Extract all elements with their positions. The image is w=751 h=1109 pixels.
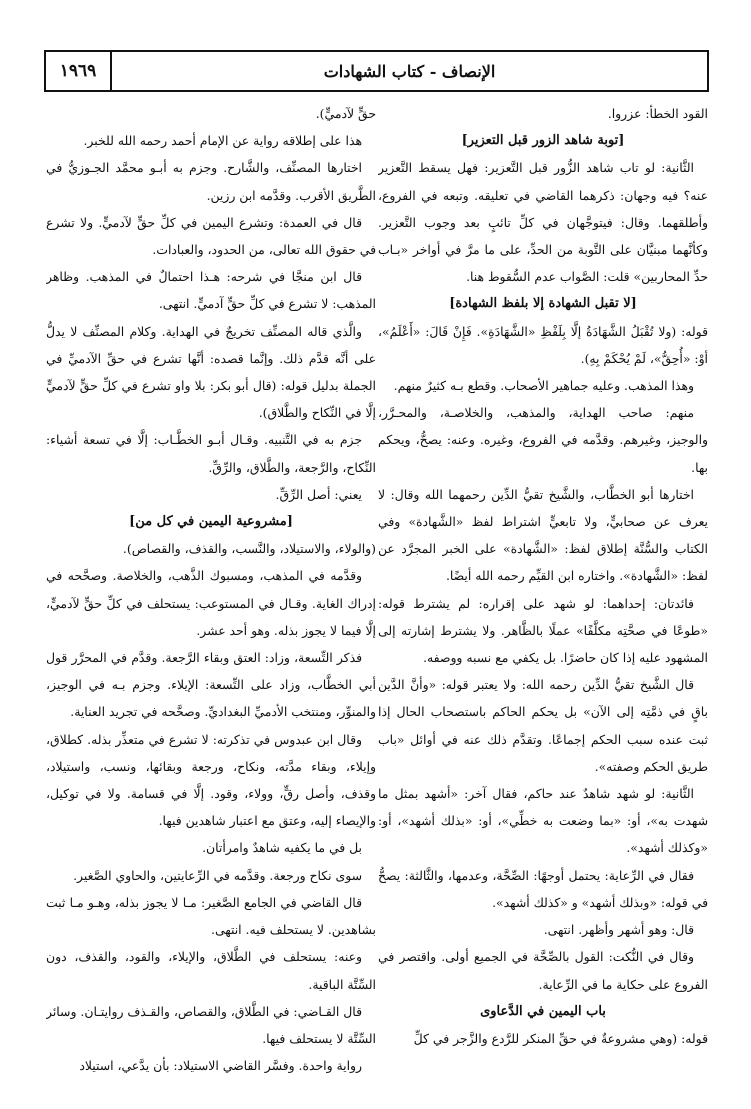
section-heading: باب اليمين في الدَّعاوى xyxy=(480,1003,606,1019)
section-heading: [مشروعية اليمين في كل من] xyxy=(129,514,293,530)
running-title: الإنصاف - كتاب الشهادات xyxy=(323,61,496,81)
paragraph: وقال ابن عبدوس في تذكرته: لا تشرع في متعذِّر بذله. كطلاق، وإيلاء، وبقاء مدَّته، ونكاح، ورجعة وبقائها، ونسب، واستيلاد، وقذف، وأصل رقٍّ، وولاء، وقود. إلَّا في قسامة. ولا في توكيل، والإيصاء إليه، وعتق مع اعتبار شاهدين فيها. xyxy=(46,731,376,829)
paragraph: وقال في النُّكت: القول بالصِّحَّة في الجميع أولى. واقتصر في الفروع على حكاية ما في الرِّعاية. xyxy=(378,949,708,992)
paragraph: حقٍّ لآدميٍّ). xyxy=(315,106,376,121)
paragraph: اختارها أبو الخطَّاب، والشَّيخ تقيُّ الدِّين رحمهما الله وقال: لا يعرف عن صحابيٍّ، ولا تابعيٍّ اشتراط لفظ «الشَّهادة» وفي الكتاب والسُّنَّة إطلاق لفظ: «الشَّهادة» على الخبر المجرَّد عن لفظ: «الشَّهادة». واختاره ابن القيِّم رحمه الله أيضًا. xyxy=(378,486,708,584)
paragraph: رواية واحدة. وفسَّر القاضي الاستيلاد: بأن يدَّعي، استيلاد xyxy=(79,1058,362,1074)
paragraph: بل في ما يكفيه شاهدٌ وامرأتان. xyxy=(202,840,362,856)
page-header xyxy=(44,50,709,92)
left-column xyxy=(46,100,376,1100)
paragraph: الثَّانية: لو شهد شاهدٌ عند حاكم، فقال آخر: «أشهد بمثل ما شهدت به»، أو: «بما وضعت به خطِّي»، أو: «بذلك أشهد»، أو: «وكذلك أشهد». xyxy=(378,786,708,856)
paragraph: قوله: (وهي مشروعةٌ في حقِّ المنكر للرَّدع والزَّجر في كلِّ xyxy=(413,1030,708,1046)
paragraph: قال: وهو أشهر وأظهر. انتهى. xyxy=(543,922,694,938)
paragraph: وهذا المذهب. وعليه جماهير الأصحاب. وقطع بـه كثيرٌ منهم. xyxy=(393,378,694,394)
paragraph: وقدَّمه في المذهب، ومسبوك الذَّهب، والخلاصة. وصحَّحه في إدراك الغاية. وقـال في المستوعب: يستحلف في كلِّ حقٍّ لآدميٍّ، إلَّا فيما لا يجوز بذله. وهو أحد عشر. xyxy=(46,568,376,638)
paragraph: قال في العمدة: وتشرع اليمين في كلِّ حقٍّ لآدميٍّ. ولا تشرع في حقوق الله تعالى، من الحدود، والعبادات. xyxy=(46,214,376,258)
paragraph: القود الخطأ: عزروا. xyxy=(607,106,708,121)
page-number: ١٩٦٩ xyxy=(46,52,112,90)
paragraph: قال الشَّيخ تقيُّ الدِّين رحمه الله: ولا يعتبر قوله: «وأنَّ الدَّين باقٍ في ذمَّتِه إلى الآن» بل يحكم الحاكم باستصحاب الحال إذا ثبت عنده سبب الحكم إجماعًا. وتقدَّم ذلك عنه في أوائل «باب طريق الحكم وصفته». xyxy=(378,677,708,774)
paragraph: قال القاضي في الجامع الصَّغير: مـا لا يجوز بذله، وهـو مـا ثبت بشاهدين. لا يستحلف فيه. انتهى. xyxy=(46,894,376,938)
paragraph: فائدتان: إحداهما: لو شهد على إقراره: لم يشترط قوله: «طوعًا في صحَّتِه مكلَّفًا» عملًا بالظَّاهر. ولا يشترط إشارته إلى المشهود عليه إذا كان حاضرًا. بل يكفي مع نسبه ووصفه. xyxy=(378,595,708,666)
paragraph: وعنه: يستحلف في الطَّلاق، والإيلاء، والقود، والقذف، دون السِّتَّة الباقية. xyxy=(46,949,376,992)
section-heading: [لا تقبل الشهادة إلا بلفظ الشهادة] xyxy=(449,296,637,312)
paragraph: يعني: أصل الرِّقِّ. xyxy=(275,486,362,502)
right-column xyxy=(378,100,708,1100)
paragraph: فقال في الرِّعاية: يحتمل أوجهًا: الصِّحَّة، وعدمها، والثَّالثة: يصحُّ في قوله: «وبذلك أشهد» و «كذلك أشهد». xyxy=(378,867,708,910)
paragraph: قال القـاضي: في الطَّلاق، والقصاص، والقـذف روايتـان. وسائر السِّتَّة لا يستحلف فيها. xyxy=(46,1003,376,1046)
paragraph: (والولاء، والاستيلاد، والنَّسب، والقذف، والقصاص). xyxy=(122,541,376,557)
section-heading: [توبة شاهد الزور قبل التعزير] xyxy=(461,133,625,149)
paragraph: اختارها المصنِّف، والشَّارح. وجزم به أبـو محمَّد الجـوزيُّ في الطَّريق الأقرب. وقدَّمه ابن رزين. xyxy=(46,160,376,203)
paragraph: الثَّانية: لو تاب شاهد الزُّور قبل التَّعزير: فهل يسقط التَّعزير عنه؟ فيه وجهان: ذكرهما القاضي في تعليقه. وتبعه في الفروع، وأطلقهما. وقال: فيتوجَّهان في كلِّ تائبٍ بعد وجوب التَّعزير. وكأنَّهما مبنيَّان على التَّوبة من الحدِّ، على ما مرَّ في أواخر «بـاب حدِّ المحاربين» قلت: الصَّواب عدم السُّقوط هنا. xyxy=(378,160,708,285)
paragraph: هذا على إطلاقه رواية عن الإمام أحمد رحمه الله للخبر. xyxy=(83,133,362,149)
paragraph: فذكر التِّسعة، وزاد: العتق وبقاء الرَّجعة. وقدَّم في المحرَّر قول أبي الخطَّاب، وزاد على التِّسعة: الإيلاء. وجزم بـه في الوجيز، والمنوِّر، ومنتخب الأدميِّ البغداديِّ. وصحَّحه في تجريد العناية. xyxy=(46,650,376,720)
paragraph: قال ابن منجَّا في شرحه: هـذا احتمالٌ في المذهب. وظاهر المذهب: لا تشرع في كلِّ حقٍّ آدميٍّ. انتهى. xyxy=(46,269,376,312)
paragraph: جزم به في التَّنبيه. وقـال أبـو الخطَّـاب: إلَّا في تسعة أشياء: النِّكاح، والرَّجعة، والطَّلاق، والرِّقِّ. xyxy=(46,432,376,475)
paragraph: والَّذي قاله المصنِّف تخريجٌ في الهداية. وكلام المصنِّف لا يدلُّ على أنَّه قدَّم ذلك. وإنَّما قصده: أنَّها تشرع في حقِّ الآدميِّ في الجملة بدليل قوله: (قال أبو بكر: بلا واو تشرع في كلِّ حقٍّ لآدميٍّ إلَّا في النِّكاح والطَّلاق). xyxy=(46,323,376,421)
paragraph: سوى نكاح ورجعة. وقدَّمه في الرِّعايتين، والحاوي الصَّغير. xyxy=(73,867,362,883)
paragraph: منهم: صاحب الهداية، والمذهب، والخلاصـة، والمحـرَّر، والوجيز، وغيرهم. وقدَّمه في الفروع، وغيره. وعنه: يصحُّ، ويحكم بها. xyxy=(378,405,708,475)
paragraph: قوله: (ولا تُقْبَلُ الشَّهَادَةُ إلَّا بِلَفْظِ «الشَّهَادَةِ». فَإِنْ قَالَ: «أَعْلَمُ»، أوْ: «أُحِقُّ»، لَمْ يُحْكَمْ بِهِ). xyxy=(378,323,708,366)
